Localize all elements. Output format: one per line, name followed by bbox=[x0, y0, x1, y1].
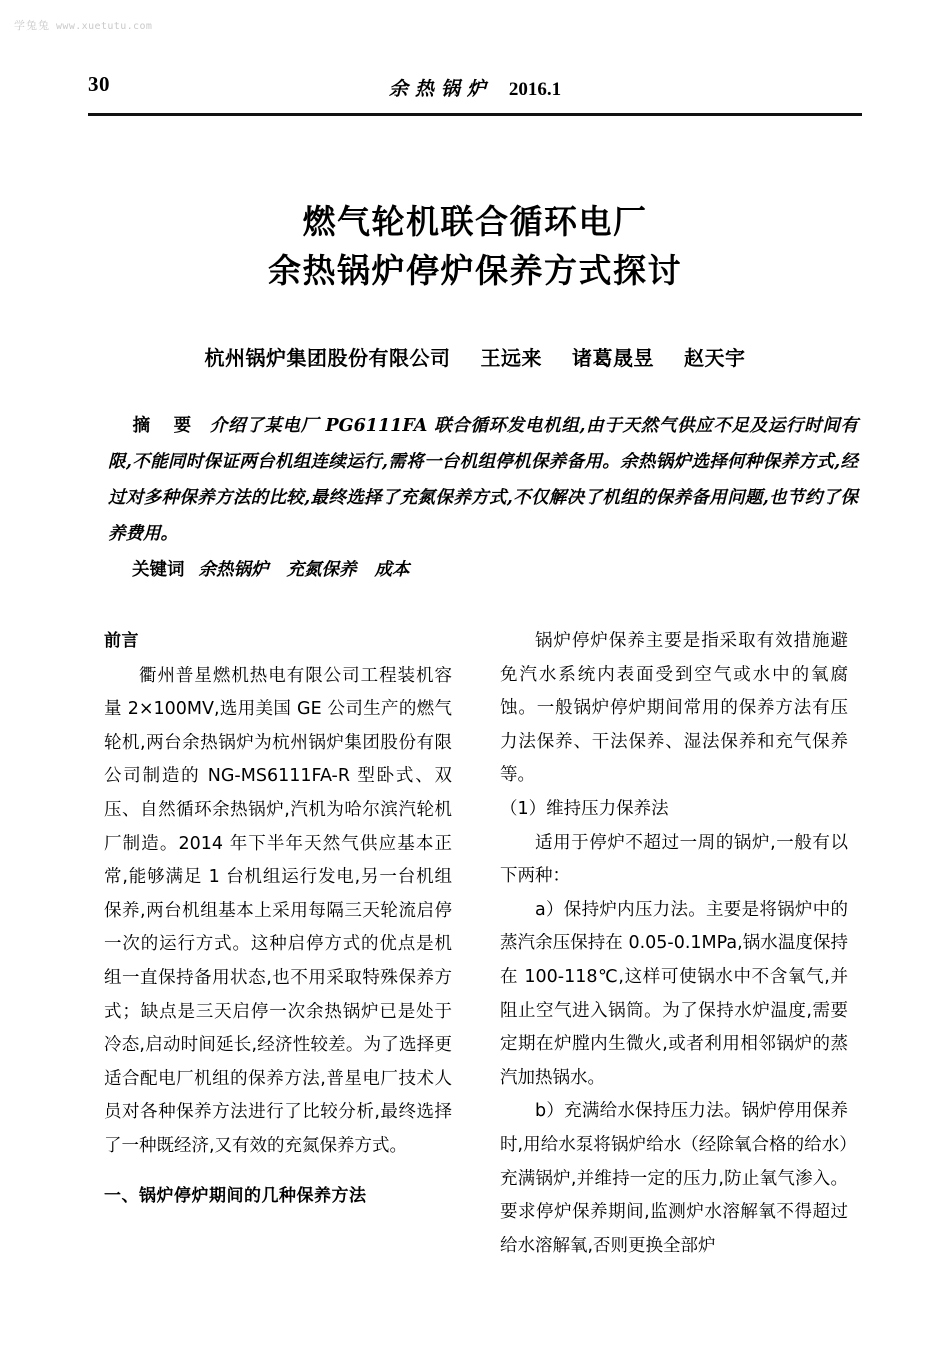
keyword-2: 充氮保养 bbox=[286, 560, 357, 580]
author-3: 赵天宇 bbox=[684, 346, 746, 370]
title-line-2: 余热锅炉停炉保养方式探讨 bbox=[268, 250, 682, 290]
running-header bbox=[88, 72, 862, 108]
abstract-label: 摘 要 bbox=[132, 416, 200, 436]
heading-preface: 前言 bbox=[104, 631, 139, 651]
title-line-1: 燃气轮机联合循环电厂 bbox=[302, 202, 648, 241]
journal-issue: 2016.1 bbox=[508, 79, 562, 100]
keyword-3: 成本 bbox=[374, 560, 410, 580]
keyword-1: 余热锅炉 bbox=[198, 560, 269, 580]
byline bbox=[88, 342, 862, 371]
right-column bbox=[500, 625, 848, 1263]
left-column bbox=[104, 625, 452, 1214]
author-1: 王远来 bbox=[480, 346, 542, 370]
article-title bbox=[88, 198, 862, 296]
keywords-label: 关键词 bbox=[132, 560, 185, 580]
page-number: 30 bbox=[88, 72, 110, 96]
abstract-text: 介绍了某电厂 PG6111FA 联合循环发电机组,由于天然气供应不足及运行时间有限,不能同时保证两台机组连续运行,需将一台机组停机保养备用。余热锅炉选择何种保养方式,经过对多种保养方法的比较,最终选择了充氮保养方式,不仅解决了机组的保养备用问题,也节约了保养费用。 bbox=[108, 416, 859, 545]
author-2: 诸葛晟昱 bbox=[572, 346, 654, 370]
right-paragraph-3: a）保持炉内压力法。主要是将锅炉中的蒸汽余压保持在 0.05-0.1MPa,锅水温度保持在 100-118℃,这样可使锅水中不含氧气,并阻止空气进入锅筒。为了保持水炉温度,需要定期在炉膛内生微火,或者利用相邻锅炉的蒸汽加热锅水。 bbox=[500, 899, 848, 1088]
right-paragraph-1: 锅炉停炉保养主要是指采取有效措施避免汽水系统内表面受到空气或水中的氧腐蚀。一般锅炉停炉期间常用的保养方法有压力法保养、干法保养、湿法保养和充气保养等。 bbox=[500, 631, 848, 786]
affiliation: 杭州锅炉集团股份有限公司 bbox=[204, 346, 451, 370]
abstract-block bbox=[108, 408, 858, 552]
right-paragraph-2: 适用于停炉不超过一周的锅炉,一般有以下两种： bbox=[500, 832, 848, 887]
right-subhead-1: （1）维持压力保养法 bbox=[500, 798, 669, 819]
watermark bbox=[14, 17, 152, 33]
header-rule bbox=[88, 113, 862, 116]
watermark-url: www.xuetutu.com bbox=[56, 21, 153, 32]
heading-section-1: 一、锅炉停炉期间的几种保养方法 bbox=[104, 1185, 367, 1206]
right-paragraph-4: b）充满给水保持压力法。锅炉停用保养时,用给水泵将锅炉给水（经除氧合格的给水）充满锅炉,并维持一定的压力,防止氧气渗入。要求停炉保养期间,监测炉水溶解氧不得超过给水溶解氧,否则更换全部炉 bbox=[500, 1101, 848, 1256]
header-center bbox=[88, 74, 862, 101]
left-paragraph-1: 衢州普星燃机热电有限公司工程装机容量 2×100MV,选用美国 GE 公司生产的燃气轮机,两台余热锅炉为杭州锅炉集团股份有限公司制造的 NG-MS6111FA-R 型卧式、双压、自然循环余热锅炉,汽机为哈尔滨汽轮机厂制造。2014 年下半年天然气供应基本正常,能够满足 1 台机组运行发电,另一台机组保养,两台机组基本上采用每隔三天轮流启停一次的运行方式。这种启停方式的优点是机组一直保持备用状态,也不用采取特殊保养方式；缺点是三天启停一次余热锅炉已是处于冷态,启动时间延长,经济性较差。为了选择更适合配电厂机组的保养方法,普星电厂技术人员对各种保养方法进行了比较分析,最终选择了一种既经济,又有效的充氮保养方式。 bbox=[104, 665, 452, 1156]
keywords-block bbox=[108, 556, 858, 581]
journal-name: 余热锅炉 bbox=[388, 78, 493, 100]
watermark-site-name: 学兔兔 bbox=[14, 19, 50, 32]
